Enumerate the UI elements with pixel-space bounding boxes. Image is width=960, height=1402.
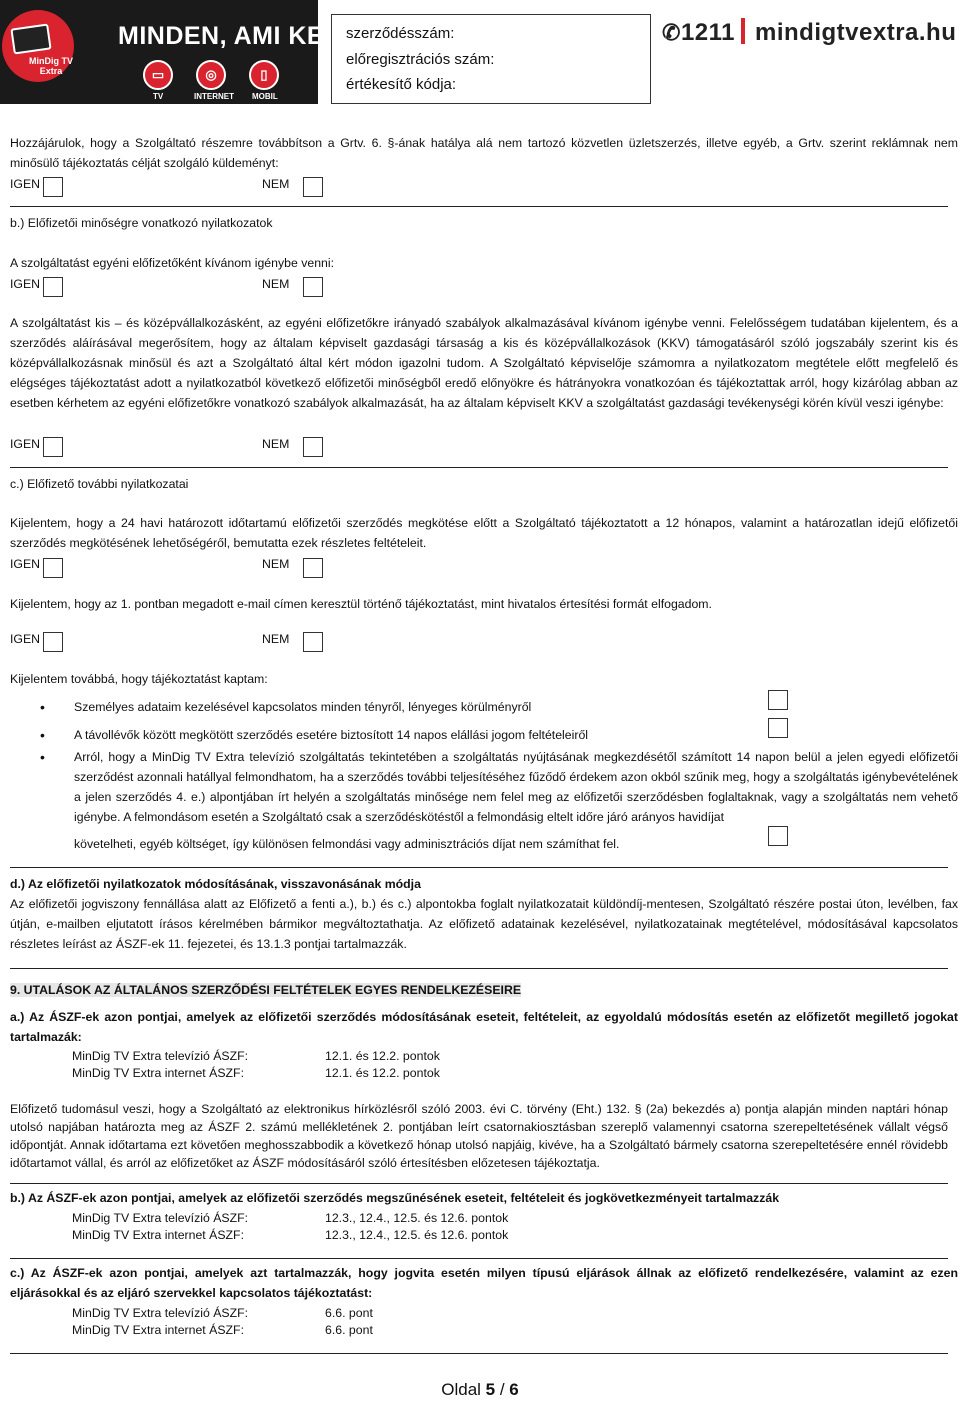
list-item-text-end: követelheti, egyéb költséget, így különösen felmondási vagy adminisztrációs díjat nem számíthat fel. bbox=[74, 837, 620, 851]
termination-right-checkbox[interactable] bbox=[768, 826, 788, 846]
aszf-row-label: MinDig TV Extra internet ÁSZF: bbox=[72, 1228, 244, 1242]
aszf-row-label: MinDig TV Extra televízió ÁSZF: bbox=[72, 1306, 249, 1320]
section-9b-title: b.) Az ÁSZF-ek azon pontjai, amelyek az előfizetői szerződés megszűnésének eseteit, feltételeit és jogkövetkezményeit tartalmazzák bbox=[10, 1191, 780, 1205]
aszf-row bbox=[72, 1210, 509, 1227]
aszf-row-value: 12.1. és 12.2. pontok bbox=[325, 1066, 440, 1080]
section-b-title: b.) Előfizetői minőségre vonatkozó nyilatkozatok bbox=[10, 216, 273, 230]
withdrawal-right-checkbox[interactable] bbox=[768, 718, 788, 738]
divider bbox=[10, 968, 948, 969]
aszf-row bbox=[72, 1227, 509, 1244]
individual-no-checkbox[interactable] bbox=[303, 277, 323, 297]
globe-icon: ◎ bbox=[196, 60, 226, 90]
aszf-row-value: 12.3., 12.4., 12.5. és 12.6. pontok bbox=[325, 1211, 509, 1225]
data-processing-checkbox[interactable] bbox=[768, 690, 788, 710]
icon-label-mobil: MOBIL bbox=[252, 92, 278, 101]
tv-icon: ▭ bbox=[143, 60, 173, 90]
contract-number-label: szerződésszám: bbox=[346, 25, 455, 42]
current-page: 5 bbox=[485, 1380, 496, 1399]
divider bbox=[10, 867, 948, 868]
email-notification-declaration: Kijelentem, hogy az 1. pontban megadott e-mail címen keresztül történő tájékoztatást, mint hivatalos értesítési formát elfogadom. bbox=[10, 597, 712, 611]
yes-label: IGEN bbox=[10, 277, 41, 291]
section-9-title bbox=[10, 980, 521, 1000]
sales-code-label: értékesítő kódja: bbox=[346, 76, 457, 93]
aszf-row-value: 6.6. pont bbox=[325, 1306, 373, 1320]
no-label: NEM bbox=[262, 557, 290, 571]
section-9a-title: a.) Az ÁSZF-ek azon pontjai, amelyek az előfizetői szerződés módosításának eseteit, feltételeit, az egyoldalú módosítás esetén az előfizetőt megillető jogokat tartalmazák: bbox=[10, 1010, 958, 1044]
aszf-row-label: MinDig TV Extra televízió ÁSZF: bbox=[72, 1211, 249, 1225]
term-no-checkbox[interactable] bbox=[303, 558, 323, 578]
slogan: MINDEN, AMI KELL bbox=[118, 22, 356, 50]
individual-yes-checkbox[interactable] bbox=[43, 277, 63, 297]
no-label: NEM bbox=[262, 632, 290, 646]
consent-text: Hozzájárulok, hogy a Szolgáltató részemre továbbítson a Grtv. 6. §-ának hatálya alá nem tartozó közvetlen üzletszerzés, illetve egyéb, a Grtv. szerint reklámnak nem minősülő tájékoztatás célját szolgáló küldeményt: bbox=[10, 136, 958, 170]
divider bbox=[10, 1258, 948, 1259]
consent-no-checkbox[interactable] bbox=[303, 177, 323, 197]
no-label: NEM bbox=[262, 437, 290, 451]
individual-subscriber-question: A szolgáltatást egyéni előfizetőként kívánom igénybe venni: bbox=[10, 256, 335, 270]
aszf-row-label: MinDig TV Extra televízió ÁSZF: bbox=[72, 1049, 249, 1063]
list-item bbox=[10, 697, 958, 717]
aszf-row bbox=[72, 1065, 440, 1082]
icon-label-tv: TV bbox=[153, 92, 164, 101]
tv-box-icon bbox=[10, 23, 51, 54]
section-c-title: c.) Előfizető további nyilatkozatai bbox=[10, 477, 189, 491]
phone-icon: ✆ bbox=[662, 20, 681, 45]
aszf-row-label: MinDig TV Extra internet ÁSZF: bbox=[72, 1323, 244, 1337]
page-separator: / bbox=[495, 1380, 510, 1399]
divider bbox=[10, 206, 948, 207]
section-9a-note: Előfizető tudomásul veszi, hogy a Szolgáltató az elektronikus hírközlésről szóló 2003. évi C. törvény (Eht.) 132. § (2a) bekezdés a) pontja alapján minden naptári hónap utolsó napjában határozta meg az ÁSZF 2. számú mellékletének 2. pontjában leírt csatornakiosztásban szereplő valamennyi csatorna szerepeltetésének vállalt végső időpontját. Annak időtartama ezt követően meghosszabbodik a következő hónap utolsó napjáig, kivéve, ha a Szolgáltató bármely csatorna szerepeltetésére ennél rövidebb időtartamot vállal, és arról az előfizetőket az ÁSZF módosításáról szóló értesítésben előzetesen tájékoztatja. bbox=[10, 1102, 948, 1170]
list-item bbox=[10, 747, 958, 827]
sme-declaration-text: A szolgáltatást kis – és középvállalkozásként, az egyéni előfizetőkre irányadó szabályok alkalmazásával kívánom igénybe venni. Felelősségem tudatában kijelentem, és a szerződés aláírásával megerősítem, hogy az általam képviselt gazdasági társaság a kis és középvállalkozások (KKV) támogatásáról szóló jogszabály szerint kis és középvállalkozásnak minősül és azt a Szolgáltató által kért módon igazolni tudom. A Szolgáltató képviselője számomra a nyilatkozatom megtétele előtt megfelelő és elégséges tájékoztatást adott a nyilatkozatból következő előfizetői minőségből eredő előnyökre és hátrányokra vonatkozóan és tájékoztattak arról, hogy kizárólag abban az esetben kérhetem az egyéni előfizetőkre vonatkozó szabályok alkalmazását, ha az általam képviselt KKV a szolgáltatást gazdasági tevékenységi körén kívül veszi igénybe: bbox=[10, 316, 958, 410]
yes-label: IGEN bbox=[10, 437, 41, 451]
consent-yes-checkbox[interactable] bbox=[43, 177, 63, 197]
aszf-row-label: MinDig TV Extra internet ÁSZF: bbox=[72, 1066, 244, 1080]
divider bbox=[10, 1353, 948, 1354]
list-item-text: Arról, hogy a MinDig TV Extra televízió szolgáltatás tekintetében a szolgáltatás nyújtásának megkezdésétől számított 14 napon belül a jelen egyedi előfizetői szerződést azonnali hatállyal felmondhatom, ha a szerződés további teljesítéséhez fűződő érdekem azon okból szűnik meg, hogy a szolgáltatás igénybevételének a jelen szerződés 4. e.) alpontjában írt helyén a szolgáltatás minősége nem felel meg az előfizetői szerződésben foglaltaknak, vagy a szolgáltatás nem vehető igénybe. A felmondásom esetén a Szolgáltató csak a szerződéskötéstől a felmondásig eltelt időre járó arányos havidíjat bbox=[74, 750, 958, 824]
yes-label: IGEN bbox=[10, 632, 41, 646]
section-d-text: Az előfizetői jogviszony fennállása alatt az Előfizető a fenti a.), b.) és c.) alpontokba foglalt nyilatkozatait küldöndíj-mentesen, Szolgáltató részére postai úton, levélben, fax útján, e-mailben eljutatott írásos kérelmében bármikor megváltoztathatja. Az előfizető adatainak kezelésével, nyilatkozatainak megtételével, módosításával kapcsolatos részletes leírást az ÁSZF-ek 11. fejezetei, és 13.1.3 pontjai tartalmazzák. bbox=[10, 897, 958, 951]
contract-term-declaration: Kijelentem, hogy a 24 havi határozott időtartamú előfizetői szerződés megkötése előtt a Szolgáltató tájékoztatott a 12 hónapos, valamint a határozatlan idejű előfizetői szerződés megkötésének lehetőségéről, bemutatta ezek részletes feltételeit. bbox=[10, 516, 958, 550]
section-d-title: d.) Az előfizetői nyilatkozatok módosításának, visszavonásának módja bbox=[10, 877, 421, 891]
contract-info-box bbox=[331, 14, 651, 104]
no-label: NEM bbox=[262, 177, 290, 191]
email-no-checkbox[interactable] bbox=[303, 632, 323, 652]
list-item-text: Személyes adataim kezelésével kapcsolatos minden tényről, lényeges körülményről bbox=[74, 700, 532, 714]
aszf-row bbox=[72, 1048, 440, 1065]
informed-list bbox=[10, 697, 958, 827]
divider bbox=[10, 467, 948, 468]
section-9-title-text: 9. UTALÁSOK AZ ÁLTALÁNOS SZERZŐDÉSI FELTÉTELEK EGYES RENDELKEZÉSEIRE bbox=[10, 983, 522, 997]
aszf-row-value: 6.6. pont bbox=[325, 1323, 373, 1337]
total-pages: 6 bbox=[509, 1380, 519, 1399]
aszf-row-value: 12.3., 12.4., 12.5. és 12.6. pontok bbox=[325, 1228, 509, 1242]
section-9c-title: c.) Az ÁSZF-ek azon pontjai, amelyek azt tartalmazzák, hogy jogvita esetén milyen típusú eljárások állnak az előfizető rendelkezésére, valamint az ezen eljárásokkal és az eljáró szervekkel kapcsolatos tájékoztatást: bbox=[10, 1266, 958, 1300]
yes-label: IGEN bbox=[10, 177, 41, 191]
aszf-row bbox=[72, 1322, 373, 1339]
logo-brand-text: MinDig TV Extra bbox=[29, 56, 73, 76]
informed-declaration: Kijelentem továbbá, hogy tájékoztatást kaptam: bbox=[10, 672, 268, 686]
aszf-row bbox=[72, 1305, 373, 1322]
hotline bbox=[662, 18, 956, 47]
email-yes-checkbox[interactable] bbox=[43, 632, 63, 652]
website: mindigtvextra.hu bbox=[755, 19, 957, 46]
sme-no-checkbox[interactable] bbox=[303, 437, 323, 457]
phone-number: 1211 bbox=[680, 19, 736, 46]
yes-label: IGEN bbox=[10, 557, 41, 571]
divider bbox=[10, 1183, 948, 1184]
preregistration-number-label: előregisztrációs szám: bbox=[346, 51, 495, 68]
page-indicator bbox=[0, 1380, 960, 1400]
aszf-row-value: 12.1. és 12.2. pontok bbox=[325, 1049, 440, 1063]
list-item-text: A távollévők között megkötött szerződés esetére biztosított 14 napos elállási jogom feltételeiről bbox=[74, 728, 589, 742]
icon-label-internet: INTERNET bbox=[194, 92, 234, 101]
no-label: NEM bbox=[262, 277, 290, 291]
list-item bbox=[10, 725, 958, 745]
page-prefix: Oldal bbox=[441, 1380, 486, 1399]
term-yes-checkbox[interactable] bbox=[43, 558, 63, 578]
phone-icon: ▯ bbox=[249, 60, 279, 90]
sme-yes-checkbox[interactable] bbox=[43, 437, 63, 457]
divider bbox=[741, 18, 745, 44]
